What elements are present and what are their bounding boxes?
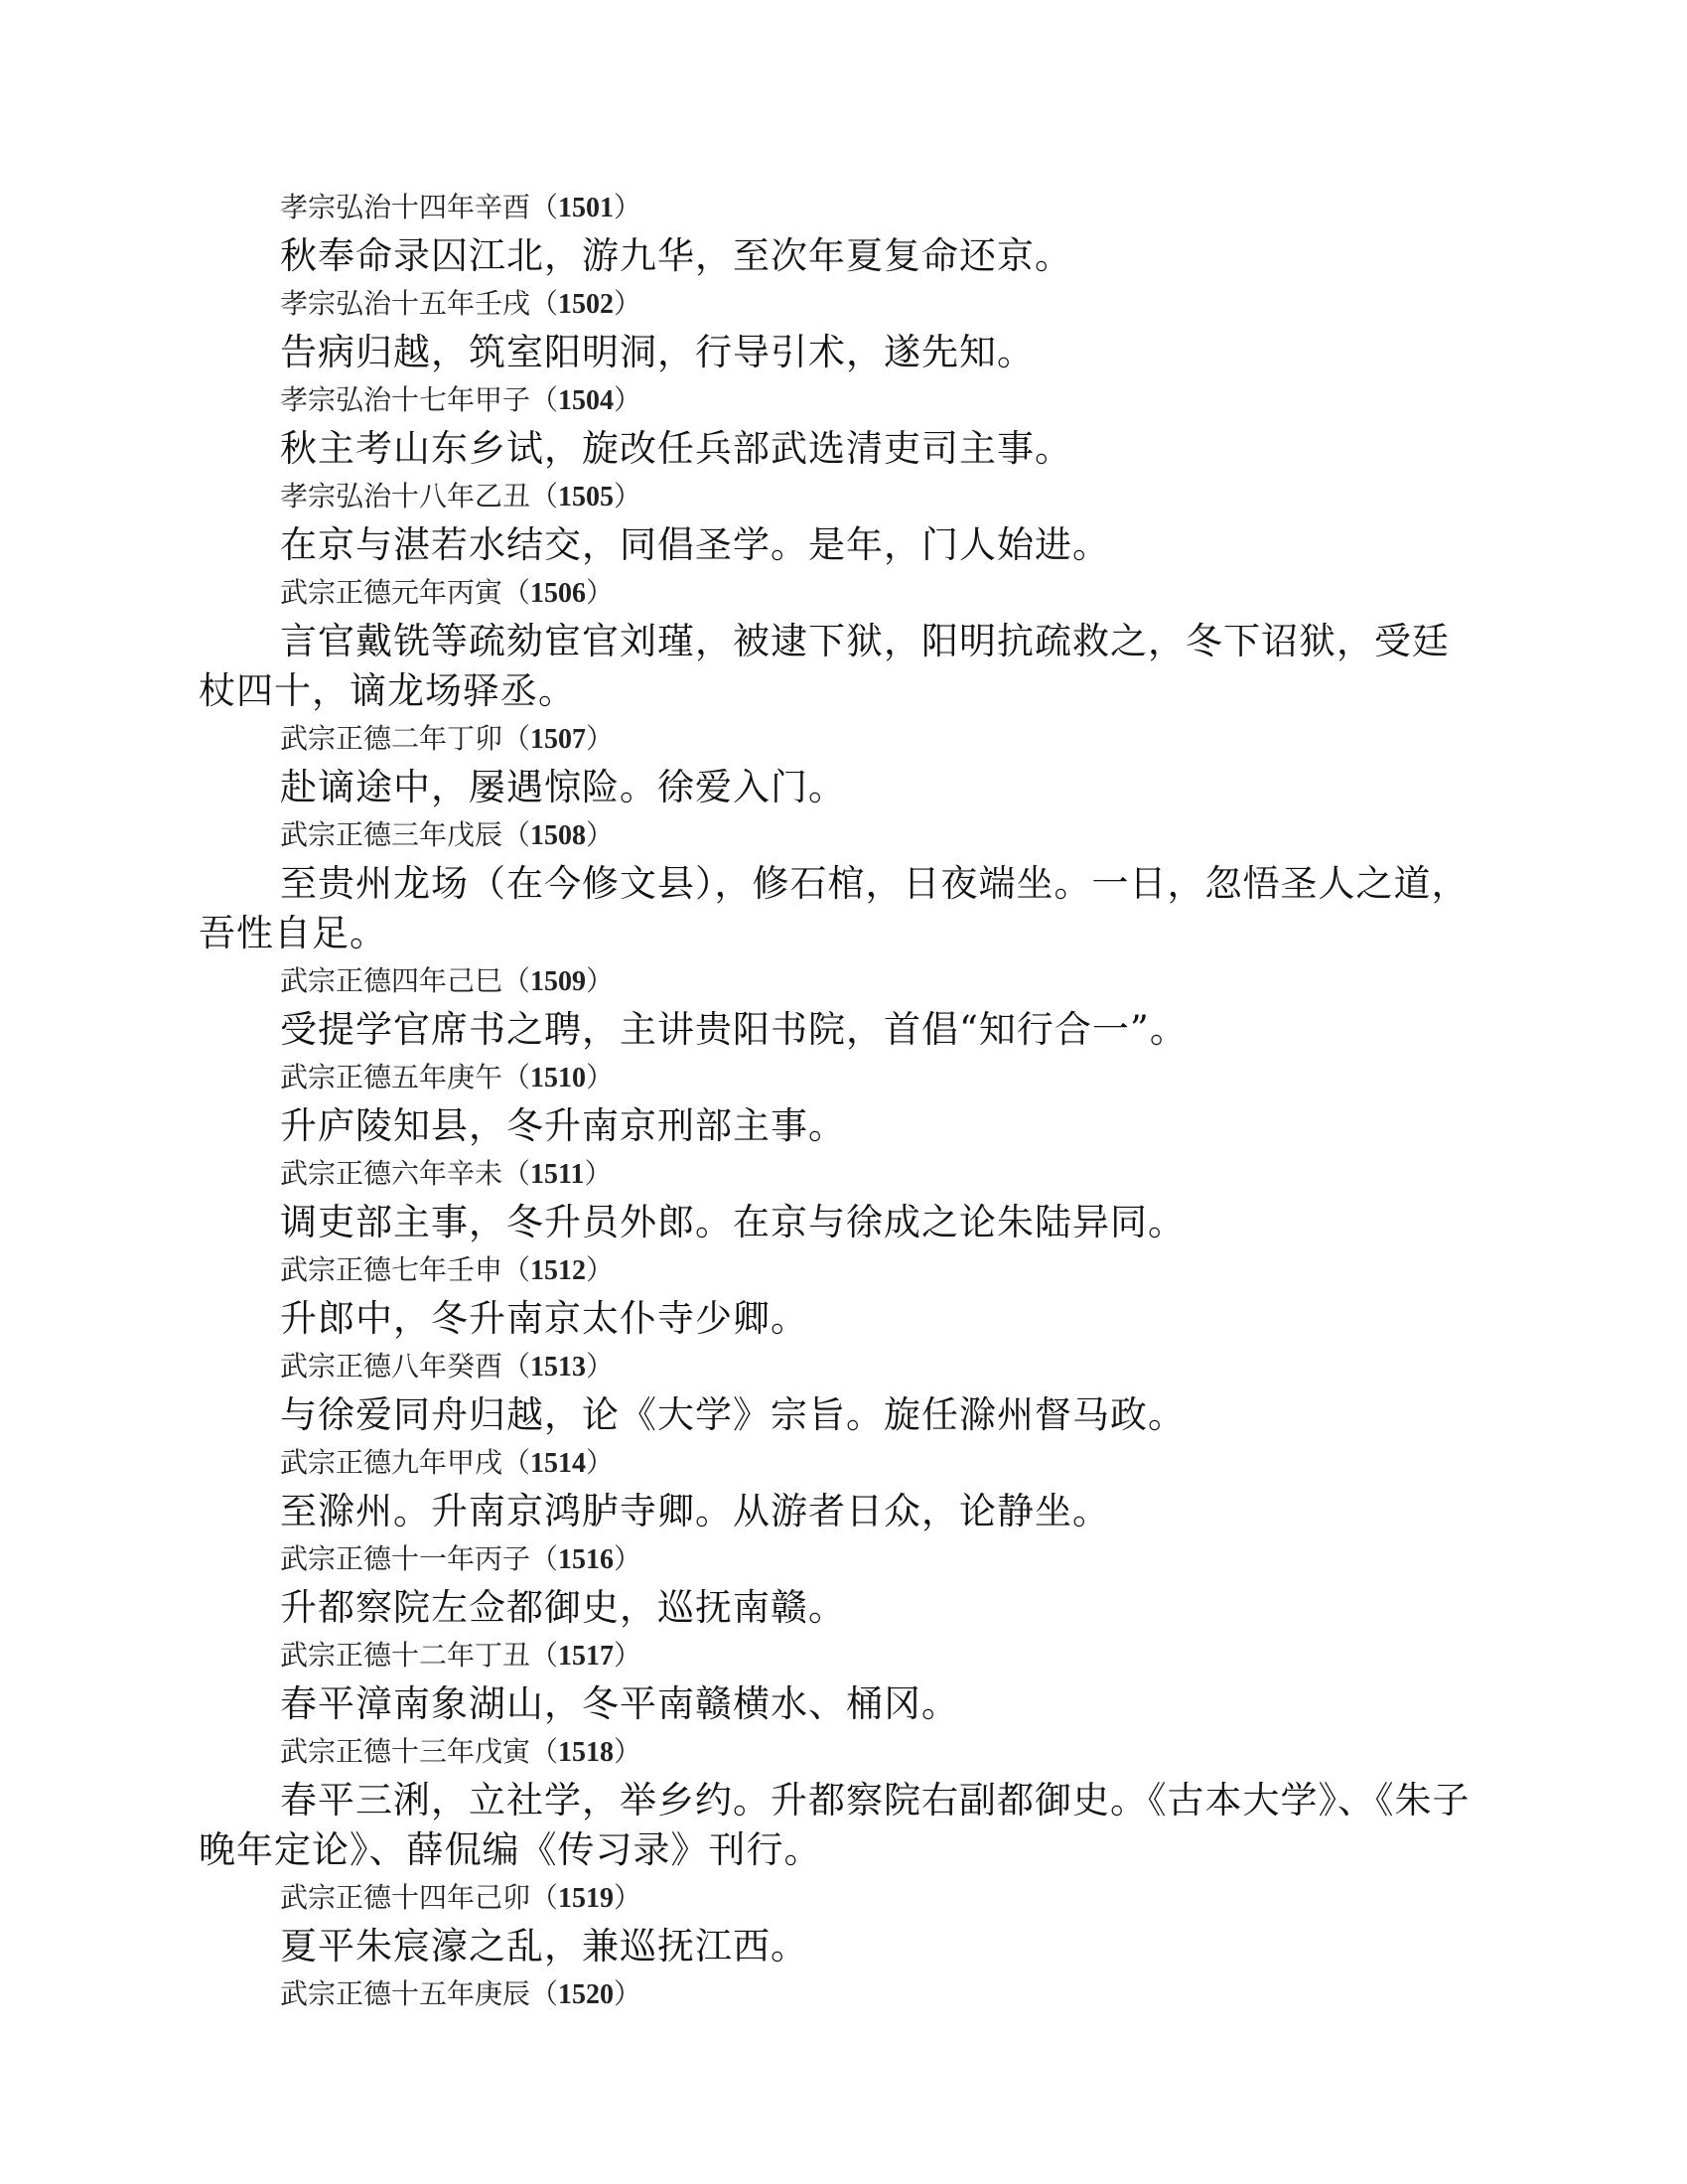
entry-text: 言官戴铣等疏劾宦官刘瑾，被逮下狱，阳明抗疏救之，冬下诏狱，受廷杖四十，谪龙场驿丞。 (199, 620, 1450, 712)
ad-year: 1514 (530, 1448, 587, 1479)
ad-year: 1505 (558, 482, 615, 512)
entry-year-heading (0, 283, 1687, 326)
ad-year: 1517 (558, 1641, 615, 1672)
era-name: 武宗正德二年丁卯（ (280, 722, 531, 755)
chronology-entry (0, 1635, 1687, 1729)
entry-text: 升庐陵知县，冬升南京刑部主事。 (280, 1104, 846, 1147)
closing-paren: ） (614, 1881, 642, 1914)
era-name: 武宗正德十四年己卯（ (280, 1881, 559, 1914)
closing-paren: ） (586, 1253, 615, 1286)
entry-text: 调吏部主事，冬升员外郎。在京与徐成之论朱陆异同。 (280, 1201, 1186, 1243)
era-name: 武宗正德十一年丙子（ (280, 1542, 559, 1575)
entry-year-heading (0, 1442, 1687, 1485)
entry-text: 至贵州龙场（在今修文县），修石棺，日夜端坐。一日，忽悟圣人之道，吾性自足。 (199, 862, 1470, 954)
closing-paren: ） (614, 287, 642, 320)
entry-text: 赴谪途中，屡遇惊险。徐爱入门。 (280, 766, 846, 808)
closing-paren: ） (586, 1350, 615, 1383)
entry-year-heading (0, 718, 1687, 761)
era-name: 武宗正德十三年戊寅（ (280, 1735, 559, 1768)
closing-paren: ） (614, 480, 642, 512)
entry-year-heading (0, 1731, 1687, 1774)
chronology-entry (0, 187, 1687, 281)
chronology-entry (0, 572, 1687, 716)
closing-paren: ） (584, 1157, 613, 1190)
chronology-entry (0, 1346, 1687, 1440)
chronology-entry (0, 1877, 1687, 1971)
closing-paren: ） (614, 1542, 642, 1575)
ad-year: 1512 (530, 1255, 587, 1286)
era-name: 孝宗弘治十五年壬戌（ (280, 287, 559, 320)
closing-paren: ） (586, 722, 615, 755)
closing-paren: ） (586, 964, 615, 997)
entry-text: 秋奉命录囚江北，游九华，至次年夏复命还京。 (280, 234, 1072, 277)
ad-year: 1513 (530, 1352, 587, 1383)
entry-year-heading (0, 379, 1687, 422)
entry-year-heading (0, 960, 1687, 1003)
entry-text: 秋主考山东乡试，旋改任兵部武选清吏司主事。 (280, 427, 1072, 470)
entry-year-heading (0, 1153, 1687, 1196)
entry-year-heading (0, 572, 1687, 615)
chronology-page (0, 187, 1687, 2016)
chronology-entry (0, 718, 1687, 812)
entry-text: 在京与湛若水结交，同倡圣学。是年，门人始进。 (280, 523, 1110, 566)
era-name: 武宗正德四年己巳（ (280, 964, 531, 997)
entry-text: 升郎中，冬升南京太仆寺少卿。 (280, 1297, 808, 1340)
entry-year-heading (0, 1877, 1687, 1920)
era-name: 武宗正德十五年庚辰（ (280, 1977, 559, 2010)
chronology-entry (0, 1442, 1687, 1536)
ad-year: 1507 (530, 724, 587, 755)
era-name: 孝宗弘治十七年甲子（ (280, 383, 559, 416)
entry-text: 至滁州。升南京鸿胪寺卿。从游者日众，论静坐。 (280, 1490, 1110, 1532)
chronology-entry (0, 1057, 1687, 1151)
chronology-entry (0, 1538, 1687, 1633)
era-name: 武宗正德三年戊辰（ (280, 818, 531, 851)
chronology-entry (0, 379, 1687, 474)
era-name: 武宗正德七年壬申（ (280, 1253, 531, 1286)
closing-paren: ） (586, 1061, 615, 1093)
chronology-entry (0, 1153, 1687, 1247)
era-name: 武宗正德九年甲戌（ (280, 1446, 531, 1479)
entry-text: 告病归越，筑室阳明洞，行导引术，遂先知。 (280, 331, 1035, 373)
entry-year-heading (0, 1973, 1687, 2016)
chronology-entry (0, 814, 1687, 958)
entry-year-heading (0, 187, 1687, 229)
closing-paren: ） (586, 576, 615, 609)
ad-year: 1516 (558, 1544, 615, 1575)
entry-year-heading (0, 1538, 1687, 1581)
closing-paren: ） (614, 1639, 642, 1672)
ad-year: 1520 (558, 1979, 615, 2010)
ad-year: 1511 (530, 1159, 585, 1190)
closing-paren: ） (586, 1446, 615, 1479)
closing-paren: ） (614, 1977, 642, 2010)
closing-paren: ） (586, 818, 615, 851)
entry-text: 春平三浰，立社学，举乡约。升都察院右副都御史。《古本大学》、《朱子晚年定论》、薛侃编《传习录》刊行。 (199, 1779, 1471, 1871)
entry-text: 升都察院左佥都御史，巡抚南赣。 (280, 1586, 846, 1629)
entry-year-heading (0, 814, 1687, 857)
chronology-entry (0, 283, 1687, 377)
era-name: 武宗正德五年庚午（ (280, 1061, 531, 1093)
chronology-entry (0, 1731, 1687, 1875)
entry-text: 与徐爱同舟归越，论《大学》宗旨。旋任滁州督马政。 (280, 1393, 1186, 1436)
chronology-entry (0, 1249, 1687, 1344)
era-name: 武宗正德八年癸酉（ (280, 1350, 531, 1383)
chronology-entry (0, 960, 1687, 1055)
ad-year: 1519 (558, 1883, 615, 1914)
closing-paren: ） (614, 1735, 642, 1768)
ad-year: 1502 (558, 289, 615, 320)
entry-text: 受提学官席书之聘，主讲贵阳书院，首倡“知行合一”。 (280, 1008, 1188, 1051)
ad-year: 1509 (530, 966, 587, 997)
era-name: 孝宗弘治十四年辛酉（ (280, 191, 559, 223)
ad-year: 1518 (558, 1737, 615, 1768)
era-name: 武宗正德十二年丁丑（ (280, 1639, 559, 1672)
era-name: 武宗正德元年丙寅（ (280, 576, 531, 609)
ad-year: 1501 (558, 193, 615, 223)
chronology-entry (0, 476, 1687, 570)
entry-year-heading (0, 1346, 1687, 1388)
ad-year: 1506 (530, 578, 587, 609)
ad-year: 1510 (530, 1063, 587, 1093)
era-name: 武宗正德六年辛未（ (280, 1157, 531, 1190)
entry-text: 春平漳南象湖山，冬平南赣横水、桶冈。 (280, 1682, 959, 1725)
chronology-entry (0, 1973, 1687, 2016)
ad-year: 1508 (530, 820, 587, 851)
closing-paren: ） (614, 191, 642, 223)
ad-year: 1504 (558, 385, 615, 416)
entry-year-heading (0, 1635, 1687, 1677)
entry-text: 夏平朱宸濠之乱，兼巡抚江西。 (280, 1925, 808, 1967)
entry-year-heading (0, 1057, 1687, 1099)
era-name: 孝宗弘治十八年乙丑（ (280, 480, 559, 512)
entry-year-heading (0, 1249, 1687, 1292)
closing-paren: ） (614, 383, 642, 416)
entry-year-heading (0, 476, 1687, 518)
